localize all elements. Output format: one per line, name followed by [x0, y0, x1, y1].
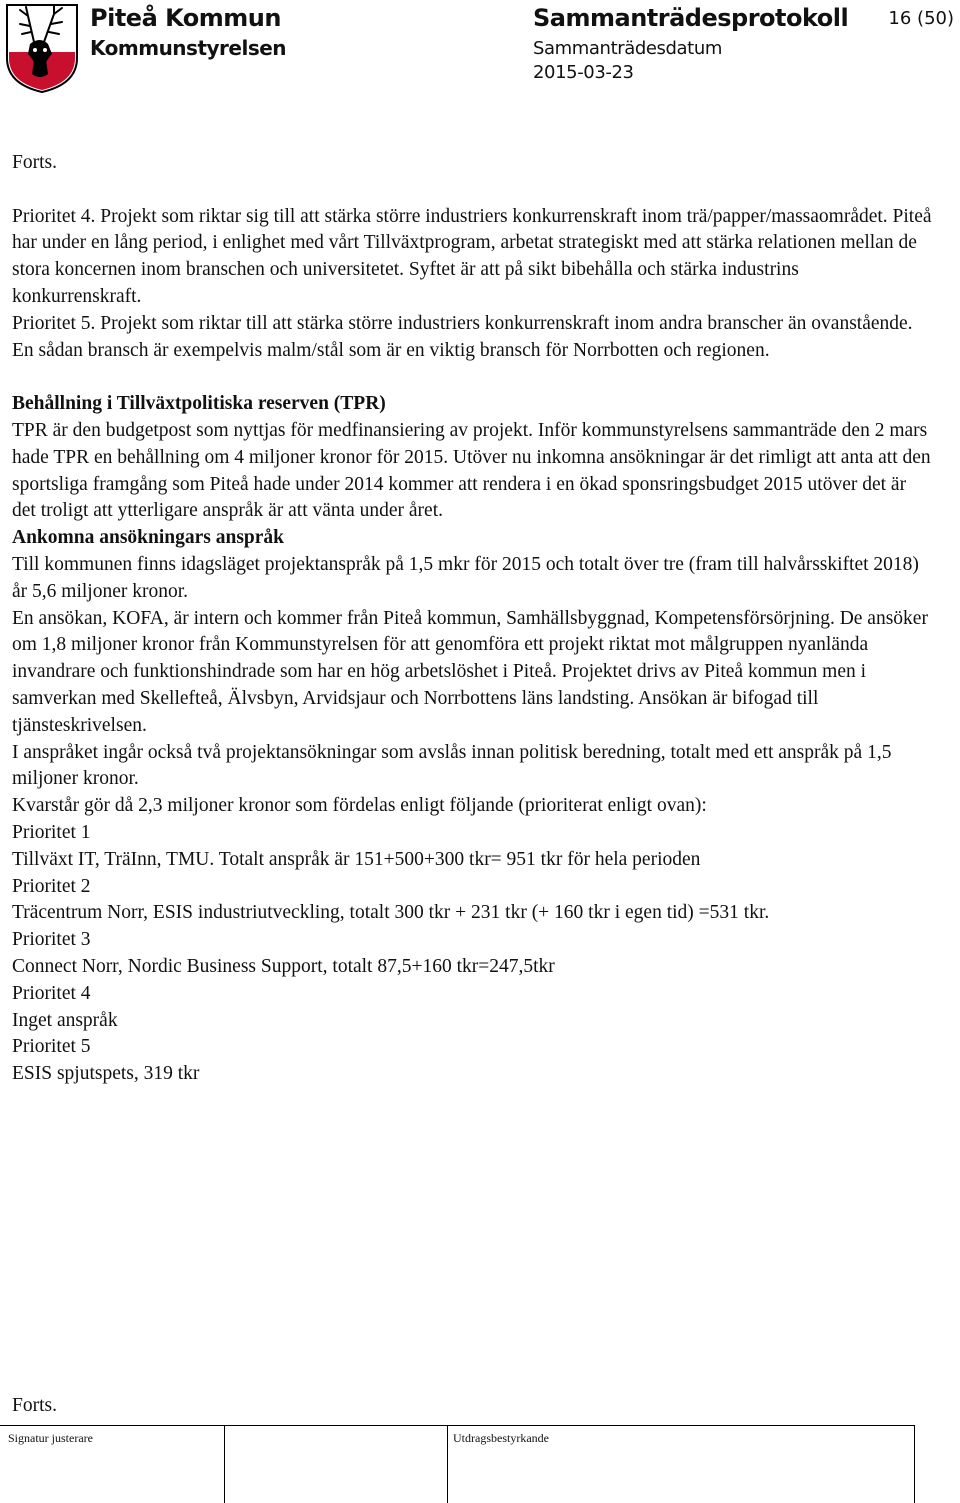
spacer — [12, 177, 932, 204]
priority-3-text: Connect Norr, Nordic Business Support, totalt 87,5+160 tkr=247,5tkr — [12, 955, 555, 977]
organization-unit: Kommunstyrelsen — [90, 36, 287, 60]
page-header — [0, 0, 960, 110]
priority-5-text: ESIS spjutspets, 319 tkr — [12, 1063, 200, 1085]
organization-name: Piteå Kommun — [90, 4, 281, 32]
meeting-date-label: Sammanträdesdatum — [533, 38, 722, 59]
paragraph-tpr: TPR är den budgetpost som nyttjas för medfinansiering av projekt. Inför kommunstyrelsens sammanträde den 2 mars hade TPR en behållning om 4 miljoner kronor för 2015. Utöver nu inkomna ansökningar är det rimligt att anta att den sportsliga framgång som Piteå hade under 2014 kommer att rendera i en ökad sponsringsbudget 2015 utöver det är det troligt att ytterligare anspråk är att vänta under året. — [12, 419, 931, 522]
paragraph-distribution: Kvarstår gör då 2,3 miljoner kronor som fördelas enligt följande (prioriterat enligt ovan): — [12, 795, 707, 817]
meeting-date-value: 2015-03-23 — [533, 62, 634, 83]
signature-label: Signatur justerare — [8, 1431, 93, 1445]
continued-label-top: Forts. — [12, 152, 57, 173]
paragraph-priority-4: Prioritet 4. Projekt som riktar sig till att stärka större industriers konkurrenskraft inom trä/papper/massaområdet. Piteå har under en lång period, i enlighet med vårt Tillväxtprogram, arbetat strategiskt med att stärka relationen mellan de stora koncernen inom branschen och universitetet. Syftet är att på sikt bibehålla och stärka industrins konkurrenskraft. — [12, 205, 932, 307]
continued-label-bottom: Forts. — [12, 1395, 57, 1416]
priority-2-label: Prioritet 2 — [12, 875, 91, 897]
section-heading-tpr-balance: Behållning i Tillväxtpolitiska reserven (TPR) — [12, 393, 386, 415]
section-heading-incoming-claims: Ankomna ansökningars anspråk — [12, 527, 285, 549]
extract-certification-label: Utdragsbestyrkande — [453, 1431, 549, 1445]
priority-5-label: Prioritet 5 — [12, 1036, 91, 1058]
paragraph-claims-total: Till kommunen finns idagsläget projektanspråk på 1,5 mkr för 2015 och totalt över tre (fram till halvårsskiftet 2018) år 5,6 miljoner kronor. — [12, 553, 919, 602]
paragraph-kofa: En ansökan, KOFA, är intern och kommer från Piteå kommun, Samhällsbyggnad, Kompetensförsörjning. De ansöker om 1,8 miljoner kronor från Kommunstyrelsen för att genomföra ett projekt riktat mot målgruppen nyanlända invandrare och funktionshindrade som har en hög arbetslöshet i Piteå. Projektet drivs av Piteå kommun men i samverkan med Skellefteå, Älvsbyn, Arvidsjaur och Norrbottens läns landsting. Ansökan är bifogad till tjänsteskrivelsen. — [12, 607, 928, 736]
paragraph-rejected: I anspråket ingår också två projektansökningar som avslås innan politisk beredning, totalt med ett anspråk på 1,5 miljoner kronor. — [12, 741, 892, 790]
priority-1-label: Prioritet 1 — [12, 821, 91, 843]
document-body — [12, 150, 932, 1088]
priority-3-label: Prioritet 3 — [12, 929, 91, 951]
footer-column-divider — [224, 1425, 225, 1503]
priority-4-text: Inget anspråk — [12, 1009, 118, 1031]
priority-2-text: Träcentrum Norr, ESIS industriutveckling, totalt 300 tkr + 231 tkr (+ 160 tkr i egen tid) =531 tkr. — [12, 902, 770, 924]
footer-column-divider — [447, 1425, 448, 1503]
document-title: Sammanträdesprotokoll — [533, 4, 849, 32]
footer-divider — [0, 1425, 915, 1426]
footer-column-divider — [914, 1425, 915, 1503]
reindeer-coat-of-arms-icon — [4, 2, 80, 94]
page-number: 16 (50) — [888, 8, 954, 29]
priority-1-text: Tillväxt IT, TräInn, TMU. Totalt anspråk är 151+500+300 tkr= 951 tkr för hela perioden — [12, 848, 701, 870]
spacer — [12, 364, 932, 391]
priority-4-label: Prioritet 4 — [12, 982, 91, 1004]
paragraph-priority-5: Prioritet 5. Projekt som riktar till att stärka större industriers konkurrenskraft inom andra branscher än ovanstående. En sådan bransch är exempelvis malm/stål som är en viktig bransch för Norrbotten och regionen. — [12, 312, 913, 361]
